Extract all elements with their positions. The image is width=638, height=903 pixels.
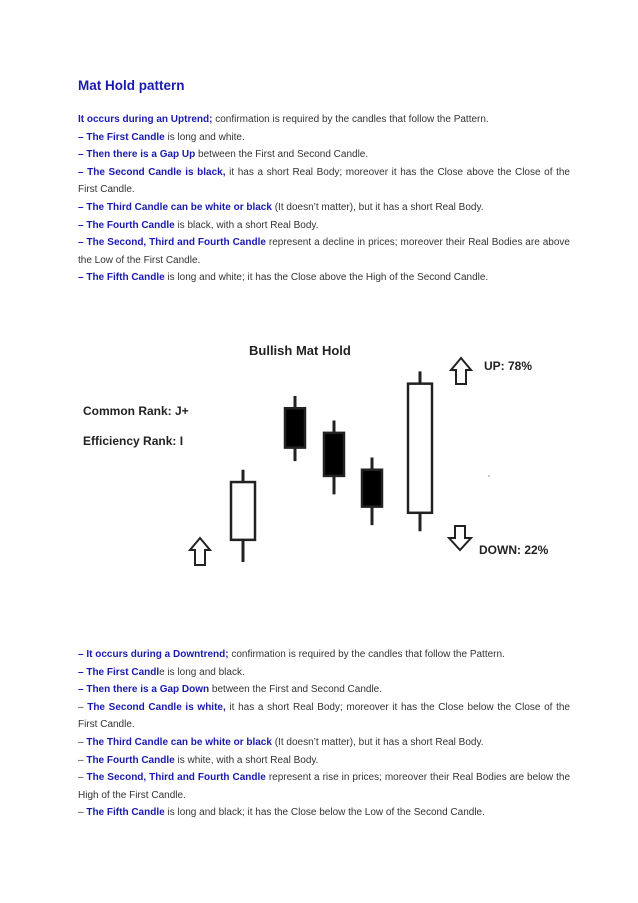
rule-line: – The Fourth Candle is black, with a short Real Body. [78,219,319,231]
candle-4-body [362,470,382,507]
up-percent-label: UP: 78% [484,359,533,373]
rule-line: – The First Candle is long and white. [78,131,245,143]
efficiency-rank-label: Efficiency Rank: I [83,434,184,448]
chart-title: Bullish Mat Hold [249,343,351,358]
rule-line: – It occurs during a Downtrend; confirmation is required by the candles that follow the Pattern. [78,649,505,660]
up-arrow-icon [451,358,471,384]
rule-line: – The Fifth Candle is long and white; it has the Close above the High of the Second Candle. [78,272,489,284]
rule-line: – The First Candle is long and black. [78,666,245,678]
candle-1-body [231,482,255,540]
rule-line: – The Second Candle is black, it has a short Real Body; moreover it has the Close above the Close of the First Candle. [78,166,570,196]
rule-line: – The Second Candle is white, it has a short Real Body; moreover it has the Close below the Close of the First Candle. [78,701,570,731]
common-rank-label: Common Rank: J+ [83,404,189,418]
rule-line: – Then there is a Gap Down between the First and Second Candle. [78,684,383,696]
down-percent-label: DOWN: 22% [479,543,549,557]
candle-3-body [324,433,344,476]
rule-line: – The Third Candle can be white or black (It doesn’t matter), but it has a short Real Body. [78,201,484,213]
rule-line: – The Fourth Candle is white, with a short Real Body. [78,754,319,766]
uptrend-description [78,111,570,287]
rule-line: It occurs during an Uptrend; confirmation is required by the candles that follow the Pattern. [78,114,489,125]
rule-line: – The Fifth Candle is long and black; it has the Close below the Low of the Second Candle. [78,807,485,819]
candle-2-body [285,408,305,447]
stray-dot [488,475,490,477]
rule-line: – Then there is a Gap Up between the First and Second Candle. [78,149,369,161]
start-up-arrow-icon [190,538,210,565]
page-title: Mat Hold pattern [78,78,185,93]
rule-line: – The Second, Third and Fourth Candle represent a rise in prices; moreover their Real Bodies are below the High of the First Candle. [78,772,571,801]
mat-hold-chart [0,330,638,580]
downtrend-description [78,646,570,822]
down-arrow-icon [449,526,471,550]
rule-line: – The Second, Third and Fourth Candle represent a decline in prices; moreover their Real Bodies are above the Low of the First Candle. [78,237,570,266]
rule-line: – The Third Candle can be white or black (It doesn’t matter), but it has a short Real Body. [78,736,484,748]
candle-5-body [408,384,432,513]
candles-group [231,371,432,562]
